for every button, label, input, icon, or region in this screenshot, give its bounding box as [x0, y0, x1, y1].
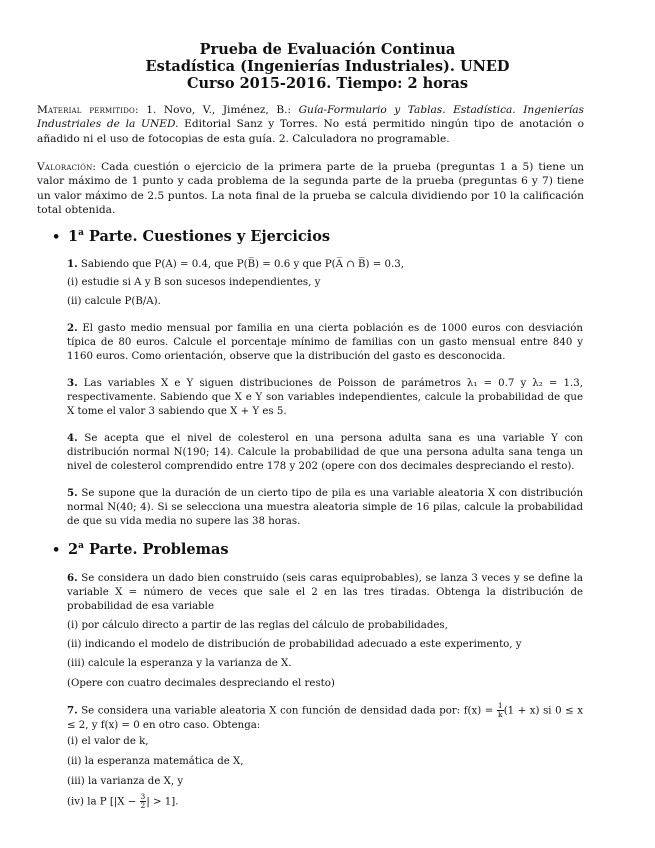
q7-frac-num: 1: [497, 701, 503, 710]
q4-number: 4.: [67, 432, 78, 444]
q4-statement: [67, 431, 583, 474]
part1-ordinal-sup: a: [78, 228, 84, 239]
valoracion-text: Cada cuestión o ejercicio de la primera parte de la prueba (preguntas 1 a 5) tiene un valor máximo de 1 punto y cada problema de la segunda parte de la prueba (preguntas 6 y 7) tiene un valor máximo de 2.5 puntos. La nota final de la prueba se calcula dividiendo por 10 la calificación total obtenida.: [37, 161, 584, 216]
part2-title: Parte. Problemas: [83, 541, 229, 558]
material-label: Material permitido:: [37, 104, 139, 116]
q7-iv-frac-den: 2: [140, 801, 146, 810]
q1-text: Sabiendo que P(A) = 0.4, que P(B̅) = 0.6 y que P(A̅ ∩ B̅) = 0.3,: [77, 259, 404, 270]
q7-part-iii: (iii) la varianza de X, y: [67, 776, 184, 787]
q2-text: El gasto medio mensual por familia en una cierta población es de 1000 euros con desviación típica de 80 euros. Calcule el porcentaje mínimo de familias con un gasto mensual entre 840 y 1160 euros. Como orientación, observe que la distribución del gasto es desconocida.: [67, 323, 583, 363]
q7-iv-a: (iv) la P [|X −: [67, 796, 140, 808]
part2-ordinal-sup: a: [78, 541, 84, 552]
q6-text: Se considera un dado bien construido (seis caras equiprobables), se lanza 3 veces y se define la variable X = número de veces que sale el 2 en las tres tiradas. Obtenga la distribución de probabilidad de esa variable: [67, 573, 583, 613]
q7-iv-frac-num: 3: [140, 792, 146, 801]
part2-heading: [52, 541, 229, 558]
q5-statement: [67, 486, 583, 529]
part1-ordinal: 1: [68, 228, 79, 245]
material-text-1: 1. Novo, V., Jiménez, B.:: [138, 104, 299, 116]
q6-part-iii: (iii) calcule la esperanza y la varianza de X.: [67, 658, 292, 669]
part1-heading: [52, 228, 330, 245]
q5-number: 5.: [67, 487, 78, 499]
header-line-3: Curso 2015-2016. Tiempo: 2 horas: [186, 75, 469, 92]
part2-bullet: •: [52, 543, 61, 558]
q7-fraction: [497, 702, 504, 719]
q7-text-b: (1 + x) si 0 ≤ x ≤ 2, y f(x) = 0 en otro caso. Obtenga:: [67, 705, 583, 731]
header-line-2: Estadística (Ingenierías Industriales). UNED: [145, 58, 510, 75]
material-book: Guía-Formulario y Tablas. Estadística. Ingenierías Industriales de la UNED.: [37, 104, 584, 131]
q2-number: 2.: [67, 322, 78, 334]
valoracion-paragraph: [37, 160, 584, 217]
q4-text: Se acepta que el nivel de colesterol en una persona adulta sana es una variable Y con distribución normal N(190; 14). Calcule la probabilidad de que una persona adulta sana tenga un nivel de colesterol comprendido entre 178 y 202 (opere con dos decimales despreciando el resto).: [67, 433, 583, 473]
q3-statement: [67, 376, 583, 419]
valoracion-label: Valoración:: [37, 161, 97, 173]
q1-number: 1.: [67, 258, 78, 270]
q7-text-a: Se considera una variable aleatoria X con función de densidad dada por: f(x) =: [77, 705, 497, 717]
q7-part-i: (i) el valor de k,: [67, 736, 149, 747]
q7-statement: [67, 702, 583, 733]
q6-part-i: (i) por cálculo directo a partir de las reglas del cálculo de probabilidades,: [67, 620, 448, 631]
q6-number: 6.: [67, 572, 78, 584]
q1-part-ii: (ii) calcule P(B/A).: [67, 296, 161, 307]
q1-part-i: (i) estudie si A y B son sucesos independientes, y: [67, 277, 321, 288]
q3-text: Las variables X e Y siguen distribuciones de Poisson de parámetros λ₁ = 0.7 y λ₂ = 1.3, respectivamente. Sabiendo que X e Y son variables independientes, calcule la probabilidad de que X tome el valor 3 sabiendo que X + Y es 5.: [67, 378, 583, 418]
q7-number: 7.: [67, 704, 78, 717]
q3-number: 3.: [67, 377, 78, 389]
material-paragraph: [37, 103, 584, 146]
q1-statement: [67, 258, 404, 270]
q6-part-ii: (ii) indicando el modelo de distribución de probabilidad adecuado a este experimento, y: [67, 639, 522, 650]
part2-ordinal: 2: [68, 541, 79, 558]
material-text-2: Editorial Sanz y Torres. No está permitido ningún tipo de anotación o añadido ni el uso de fotocopias de esta guía. 2. Calculadora no programable.: [37, 118, 584, 145]
q2-statement: [67, 321, 583, 364]
q7-frac-den: k: [498, 710, 503, 719]
q7-iv-b: | > 1].: [146, 796, 179, 808]
q7-part-iv: [67, 793, 178, 810]
part1-bullet: •: [52, 230, 61, 245]
q7-part-ii: (ii) la esperanza matemática de X,: [67, 756, 244, 767]
exam-header: [0, 41, 655, 92]
part1-title: Parte. Cuestiones y Ejercicios: [83, 228, 331, 245]
q6-statement: [67, 571, 583, 614]
header-line-1: Prueba de Evaluación Continua: [199, 41, 456, 58]
q5-text: Se supone que la duración de un cierto tipo de pila es una variable aleatoria X con distribución normal N(40; 4). Si se selecciona una muestra aleatoria simple de 16 pilas, calcule la probabilidad de que su vida media no supere las 38 horas.: [67, 488, 583, 528]
q6-note: (Opere con cuatro decimales despreciando el resto): [67, 678, 335, 689]
